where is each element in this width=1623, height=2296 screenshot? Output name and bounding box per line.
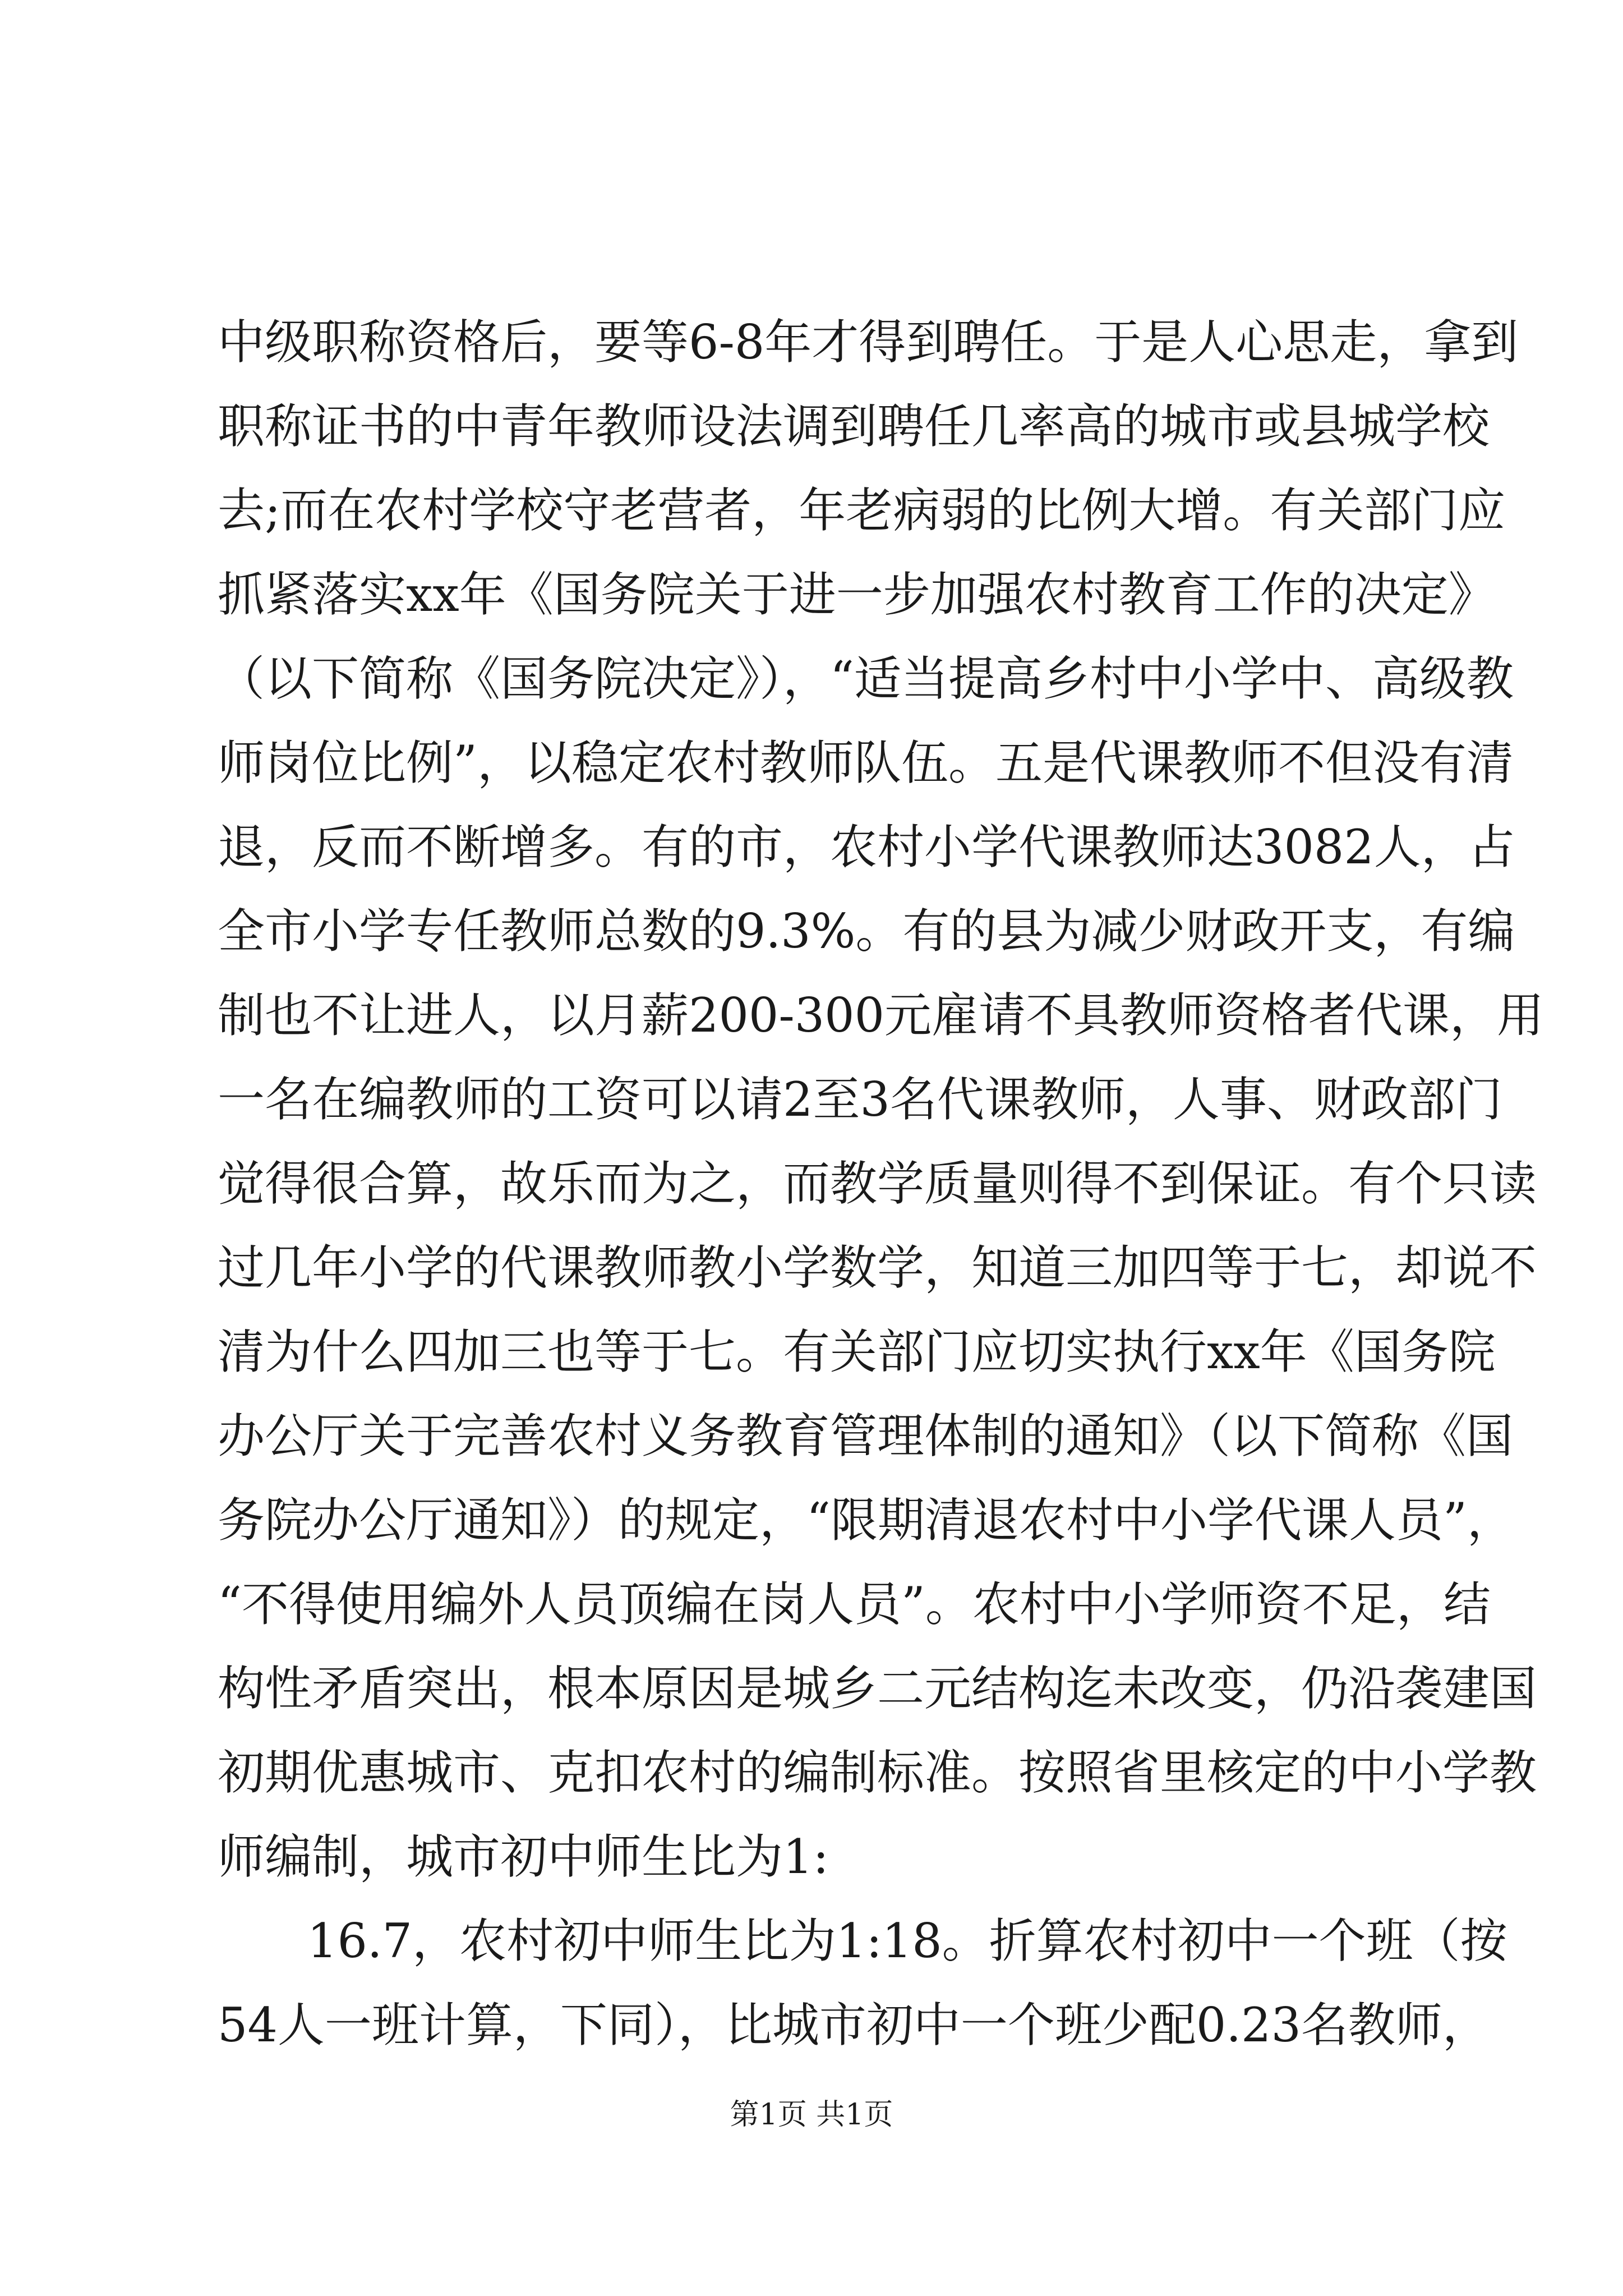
text-line: 退，反而不断增多。有的市，农村小学代课教师达3082人，占 xyxy=(218,820,1515,875)
text-line: （以下简称《国务院决定》），“适当提高乡村中小学中、高级教 xyxy=(218,651,1514,706)
text-line: 务院办公厅通知》）的规定，“限期清退农村中小学代课人员”， xyxy=(218,1493,1514,1548)
text-line: 清为什么四加三也等于七。有关部门应切实执行xx年《国务院 xyxy=(218,1324,1496,1379)
text-line: 师编制，城市初中师生比为1: xyxy=(218,1829,829,1884)
text-line: 职称证书的中青年教师设法调到聘任几率高的城市或县城学校 xyxy=(218,399,1490,454)
text-line: 去;而在农村学校守老营者，年老病弱的比例大增。有关部门应 xyxy=(218,483,1506,538)
text-line: 中级职称资格后，要等6-8年才得到聘任。于是人心思走，拿到 xyxy=(218,315,1519,370)
paragraph-first-line: 16.7，农村初中师生比为1:18。折算农村初中一个班（按 xyxy=(307,1913,1507,1968)
text-line: 一名在编教师的工资可以请2至3名代课教师，人事、财政部门 xyxy=(218,1072,1502,1127)
text-line: 抓紧落实xx年《国务院关于进一步加强农村教育工作的决定》 xyxy=(218,567,1496,622)
text-line: 觉得很合算，故乐而为之，而教学质量则得不到保证。有个只读 xyxy=(218,1156,1537,1211)
text-line: 54人一班计算，下同），比城市初中一个班少配0.23名教师， xyxy=(218,1998,1490,2053)
text-line: 办公厅关于完善农村义务教育管理体制的通知》（以下简称《国 xyxy=(218,1409,1514,1464)
text-line: 初期优惠城市、克扣农村的编制标准。按照省里核定的中小学教 xyxy=(218,1745,1537,1800)
text-line: 制也不让进人，以月薪200-300元雇请不具教师资格者代课，用 xyxy=(218,988,1544,1043)
page-footer: 第1页 共1页 xyxy=(730,2098,893,2132)
text-line: 全市小学专任教师总数的9.3%。有的县为减少财政开支，有编 xyxy=(218,904,1515,959)
text-line: 构性矛盾突出，根本原因是城乡二元结构迄未改变，仍沿袭建国 xyxy=(218,1661,1537,1716)
text-line: 师岗位比例”，以稳定农村教师队伍。五是代课教师不但没有清 xyxy=(218,735,1514,790)
text-line: “不得使用编外人员顶编在岗人员”。农村中小学师资不足，结 xyxy=(218,1577,1491,1632)
text-line: 过几年小学的代课教师教小学数学，知道三加四等于七，却说不 xyxy=(218,1240,1537,1295)
